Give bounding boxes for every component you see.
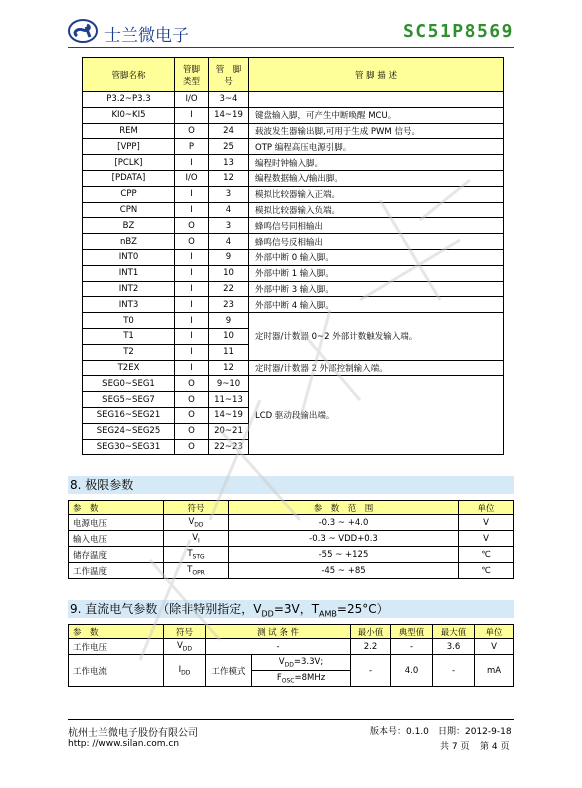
table-row	[83, 107, 504, 123]
pin-number: 9	[209, 249, 249, 265]
dc-characteristics-table	[68, 624, 514, 687]
pin-number: 3~4	[209, 92, 249, 108]
pin-name: T2	[83, 344, 175, 360]
lim-symbol: $V_{DD}$	[164, 515, 229, 531]
dc-header-typ: 典型值	[391, 625, 433, 639]
lim-param: 输入电压	[69, 531, 164, 547]
pin-desc: 编程数据输入/输出脚。	[249, 170, 504, 186]
pin-number: 25	[209, 139, 249, 155]
pin-name: REM	[83, 123, 175, 139]
dc-max: 3.6	[433, 639, 475, 655]
table-row	[83, 281, 504, 297]
table-row	[83, 376, 504, 392]
pin-desc: 外部中断 0 输入脚。	[249, 249, 504, 265]
pin-type: I/O	[175, 92, 209, 108]
pin-number: 10	[209, 265, 249, 281]
lim-header-range: 参 数 范 围	[229, 501, 459, 515]
table-row	[83, 249, 504, 265]
lim-unit: ℃	[459, 547, 514, 563]
pin-number: 4	[209, 202, 249, 218]
pin-number: 3	[209, 186, 249, 202]
col-header-pin-type: 管脚 类型	[175, 58, 209, 92]
silan-logo-icon	[68, 18, 98, 44]
pin-description-table	[82, 57, 504, 455]
col-header-pin-name: 管脚名称	[83, 58, 175, 92]
lim-unit: V	[459, 515, 514, 531]
company-name: 士兰微电子	[104, 26, 189, 46]
lim-param: 工作温度	[69, 563, 164, 579]
lim-unit: ℃	[459, 563, 514, 579]
pin-number: 14~19	[209, 107, 249, 123]
pin-desc: 键盘输入脚，可产生中断唤醒 MCU。	[249, 107, 504, 123]
part-number: SC51P8569	[402, 21, 514, 42]
lim-symbol: $T_{STG}$	[164, 547, 229, 563]
dc-unit: mA	[475, 655, 514, 687]
pin-desc: 模拟比较器输入负端。	[249, 202, 504, 218]
lim-header-param: 参 数	[69, 501, 164, 515]
footer-page-number: 第 4 页	[480, 742, 510, 752]
dc-param: 工作电压	[69, 639, 164, 655]
dc-header-param: 参 数	[69, 625, 164, 639]
lim-range: -0.3 ~ VDD+0.3	[229, 531, 459, 547]
dc-header-symbol: 符号	[164, 625, 206, 639]
table-row	[83, 155, 504, 171]
table-row	[69, 655, 514, 671]
pin-desc: 载波发生器输出脚,可用于生成 PWM 信号。	[249, 123, 504, 139]
dc-header-max: 最大值	[433, 625, 475, 639]
dc-min: -	[351, 655, 391, 687]
pin-type: O	[175, 423, 209, 439]
dc-param: 工作电流	[69, 655, 164, 687]
pin-type: I	[175, 186, 209, 202]
pin-type: I	[175, 328, 209, 344]
footer-date: 日期：2012-9-18	[438, 727, 512, 737]
pin-number: 3	[209, 218, 249, 234]
pin-type: O	[175, 218, 209, 234]
pin-name: P3.2~P3.3	[83, 92, 175, 108]
footer-divider	[68, 719, 514, 720]
table-row	[83, 360, 504, 376]
dc-symbol: $I_{DD}$	[164, 655, 206, 687]
pin-type: I	[175, 265, 209, 281]
lim-unit: V	[459, 531, 514, 547]
col-header-pin-number: 管 脚 号	[209, 58, 249, 92]
pin-name: CPN	[83, 202, 175, 218]
pin-name: CPP	[83, 186, 175, 202]
lim-header-unit: 单位	[459, 501, 514, 515]
dc-header-condition: 测 试 条 件	[206, 625, 351, 639]
pin-name: T2EX	[83, 360, 175, 376]
pin-number: 9~10	[209, 376, 249, 392]
pin-desc	[249, 92, 504, 108]
pin-desc: 模拟比较器输入正端。	[249, 186, 504, 202]
pin-desc: 编程时钟输入脚。	[249, 155, 504, 171]
pin-type: I	[175, 313, 209, 329]
pin-number: 20~21	[209, 423, 249, 439]
dc-header-min: 最小值	[351, 625, 391, 639]
pin-name: INT0	[83, 249, 175, 265]
col-header-pin-desc: 管 脚 描 述	[249, 58, 504, 92]
lim-range: -45 ~ +85	[229, 563, 459, 579]
table-row	[69, 531, 514, 547]
table-row	[83, 186, 504, 202]
pin-number: 11~13	[209, 392, 249, 408]
pin-number: 10	[209, 328, 249, 344]
pin-number: 12	[209, 360, 249, 376]
pin-number: 13	[209, 155, 249, 171]
pin-desc: 蜂鸣信号同相输出	[249, 218, 504, 234]
footer-version: 版本号：0.1.0	[370, 727, 429, 737]
dc-min: 2.2	[351, 639, 391, 655]
lim-symbol: $T_{OPR}$	[164, 563, 229, 579]
pin-table-header-row	[83, 58, 504, 92]
pin-number: 22	[209, 281, 249, 297]
section-title-dc: 9. 直流电气参数（除非特别指定，$V_{DD}=3V$，$T_{AMB}=25^\circ C$）	[68, 600, 514, 618]
pin-type: O	[175, 439, 209, 455]
pin-desc: LCD 驱动段输出端。	[249, 376, 504, 455]
table-row	[83, 234, 504, 250]
dc-condition-vdd: $V_{DD}=3.3V$;	[252, 655, 351, 671]
dc-symbol: $V_{DD}$	[164, 639, 206, 655]
dc-max: -	[433, 655, 475, 687]
dc-condition-fosc: $F_{OSC}=8MHz$	[252, 671, 351, 687]
footer-url: http: //www.silan.com.cn	[68, 739, 180, 749]
table-row	[69, 563, 514, 579]
pin-desc: 定时器/计数器 2 外部控制输入端。	[249, 360, 504, 376]
pin-number: 11	[209, 344, 249, 360]
pin-type: I	[175, 107, 209, 123]
table-row	[69, 515, 514, 531]
pin-type: I	[175, 344, 209, 360]
pin-number: 14~19	[209, 407, 249, 423]
lim-table-body	[69, 515, 514, 579]
pin-type: O	[175, 376, 209, 392]
section-title-limits: 8. 极限参数	[68, 476, 514, 494]
lim-range: -0.3 ~ +4.0	[229, 515, 459, 531]
dc-mode: 工作模式	[206, 655, 252, 687]
pin-desc: 蜂鸣信号反相输出	[249, 234, 504, 250]
pin-table-body	[83, 92, 504, 455]
pin-name: SEG30~SEG31	[83, 439, 175, 455]
pin-name: [PDATA]	[83, 170, 175, 186]
pin-type: I	[175, 249, 209, 265]
lim-param: 储存温度	[69, 547, 164, 563]
pin-name: [VPP]	[83, 139, 175, 155]
dc-typ: 4.0	[391, 655, 433, 687]
table-row	[83, 123, 504, 139]
pin-number: 12	[209, 170, 249, 186]
pin-desc: 定时器/计数器 0~2 外部计数触发输入端。	[249, 313, 504, 360]
table-row	[83, 170, 504, 186]
pin-name: INT1	[83, 265, 175, 281]
table-row	[83, 297, 504, 313]
pin-name: T1	[83, 328, 175, 344]
pin-type: O	[175, 234, 209, 250]
pin-name: [PCLK]	[83, 155, 175, 171]
table-row	[83, 92, 504, 108]
pin-name: SEG24~SEG25	[83, 423, 175, 439]
pin-type: I	[175, 155, 209, 171]
pin-number: 9	[209, 313, 249, 329]
pin-name: SEG16~SEG21	[83, 407, 175, 423]
pin-desc: 外部中断 1 输入脚。	[249, 265, 504, 281]
dc-unit: V	[475, 639, 514, 655]
table-row	[69, 547, 514, 563]
pin-name: SEG0~SEG1	[83, 376, 175, 392]
pin-number: 23	[209, 297, 249, 313]
footer-company: 杭州士兰微电子股份有限公司	[68, 728, 198, 739]
table-row	[83, 139, 504, 155]
pin-name: KI0~KI5	[83, 107, 175, 123]
pin-type: I/O	[175, 170, 209, 186]
pin-name: nBZ	[83, 234, 175, 250]
footer-total-pages: 共 7 页	[440, 742, 470, 752]
table-row	[69, 639, 514, 655]
pin-number: 24	[209, 123, 249, 139]
pin-name: SEG5~SEG7	[83, 392, 175, 408]
pin-type: O	[175, 407, 209, 423]
table-row	[83, 265, 504, 281]
lim-range: -55 ~ +125	[229, 547, 459, 563]
pin-number: 22~23	[209, 439, 249, 455]
pin-desc: OTP 编程高压电源引脚。	[249, 139, 504, 155]
header-divider	[68, 47, 514, 48]
pin-name: T0	[83, 313, 175, 329]
pin-desc: 外部中断 3 输入脚。	[249, 281, 504, 297]
pin-type: I	[175, 360, 209, 376]
pin-desc: 外部中断 4 输入脚。	[249, 297, 504, 313]
lim-param: 电源电压	[69, 515, 164, 531]
pin-name: INT3	[83, 297, 175, 313]
dc-typ: -	[391, 639, 433, 655]
pin-type: I	[175, 281, 209, 297]
page-header	[68, 18, 514, 46]
table-row	[83, 218, 504, 234]
absolute-max-ratings-table	[68, 500, 514, 579]
pin-type: P	[175, 139, 209, 155]
table-row	[83, 313, 504, 329]
pin-type: O	[175, 123, 209, 139]
pin-type: I	[175, 297, 209, 313]
lim-header-symbol: 符号	[164, 501, 229, 515]
pin-name: INT2	[83, 281, 175, 297]
pin-name: BZ	[83, 218, 175, 234]
table-row	[83, 202, 504, 218]
pin-type: O	[175, 392, 209, 408]
dc-header-unit: 单位	[475, 625, 514, 639]
lim-symbol: $V_I$	[164, 531, 229, 547]
pin-number: 4	[209, 234, 249, 250]
pin-type: I	[175, 202, 209, 218]
dc-condition: -	[206, 639, 351, 655]
